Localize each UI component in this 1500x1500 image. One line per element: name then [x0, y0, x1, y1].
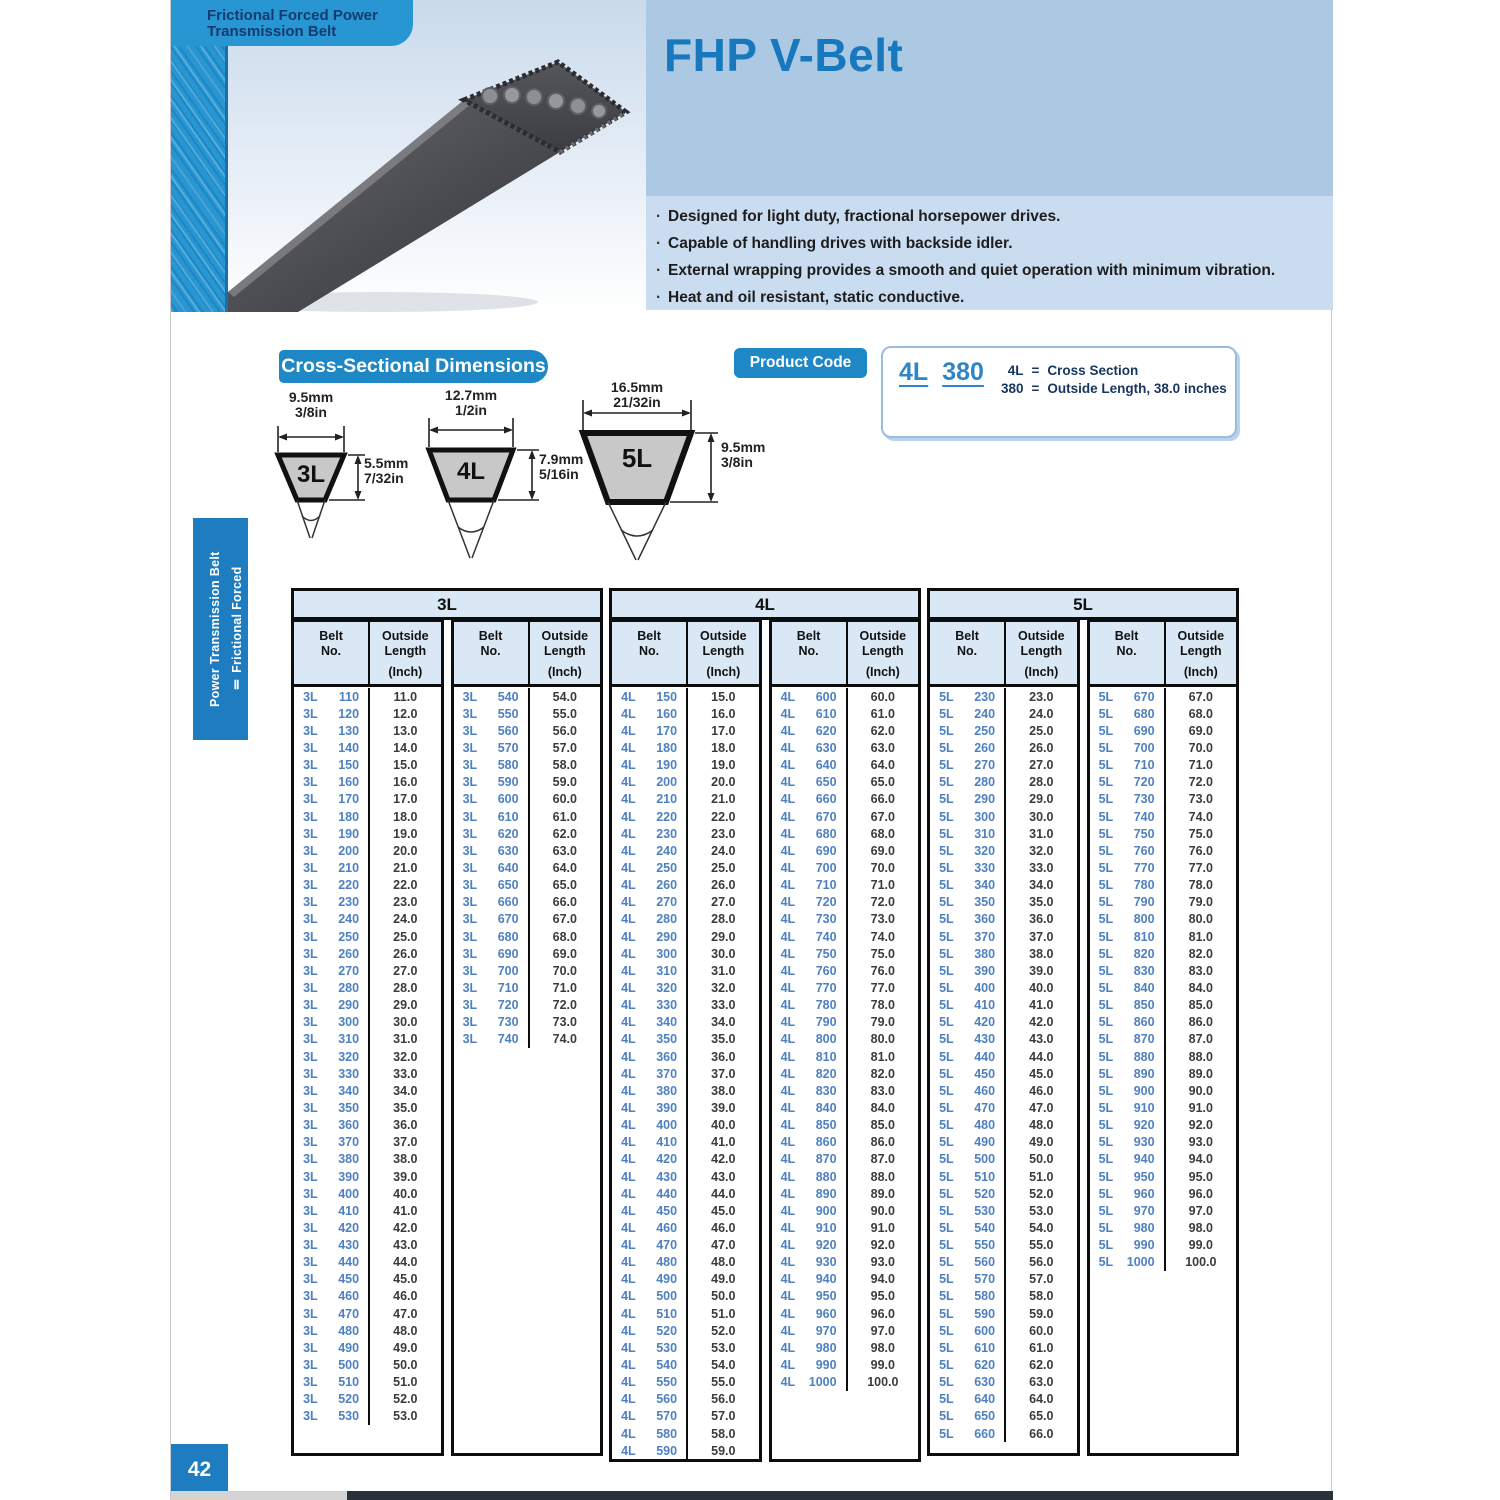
- category-line2: Transmission Belt: [207, 23, 337, 40]
- table-row: 4L 620 62.0: [772, 722, 919, 739]
- table-row: 5L 520 52.0: [930, 1185, 1077, 1202]
- table-row: 3L 720 72.0: [454, 997, 601, 1014]
- table-row: 4L 220 22.0: [612, 808, 759, 825]
- table-row: 4L 250 25.0: [612, 859, 759, 876]
- width-dimension-label: 16.5mm 21/32in: [610, 379, 664, 410]
- table-row: 4L 730 73.0: [772, 911, 919, 928]
- table-row: 4L 560 56.0: [612, 1391, 759, 1408]
- table-row: 4L 190 19.0: [612, 757, 759, 774]
- table-row: 3L 140 14.0: [294, 739, 441, 756]
- table-row: 5L 670 67.0: [1090, 688, 1237, 705]
- table-row: 4L 240 24.0: [612, 842, 759, 859]
- table-row: 3L 520 52.0: [294, 1391, 441, 1408]
- table-row: 5L 740 74.0: [1090, 808, 1237, 825]
- bullet-icon: ·: [656, 235, 662, 252]
- table-row: 5L 840 84.0: [1090, 979, 1237, 996]
- table-row: 4L 840 84.0: [772, 1099, 919, 1116]
- table-row: 4L 580 58.0: [612, 1425, 759, 1442]
- table-row: 5L 530 53.0: [930, 1202, 1077, 1219]
- table-row: 4L 230 23.0: [612, 825, 759, 842]
- table-row: 3L 370 37.0: [294, 1134, 441, 1151]
- table-row: 5L 750 75.0: [1090, 825, 1237, 842]
- table-row: 4L 950 95.0: [772, 1288, 919, 1305]
- cross-sectional-dimensions-banner: Cross-Sectional Dimensions: [279, 350, 548, 383]
- table-row: 4L 880 88.0: [772, 1168, 919, 1185]
- footer-bar-light: [171, 1491, 347, 1500]
- category-line1: Frictional Forced Power: [207, 7, 378, 24]
- table-row: 5L 540 54.0: [930, 1219, 1077, 1236]
- table-row: 4L 340 34.0: [612, 1014, 759, 1031]
- table-row: 4L 500 50.0: [612, 1288, 759, 1305]
- table-row: 3L 730 73.0: [454, 1014, 601, 1031]
- table-row: 5L 880 88.0: [1090, 1048, 1237, 1065]
- column-headers: Belt No. Outside Length (Inch): [1090, 622, 1237, 687]
- table-row: 5L 550 55.0: [930, 1237, 1077, 1254]
- v-belt-illustration: [228, 0, 646, 312]
- table-row: 5L 860 86.0: [1090, 1014, 1237, 1031]
- table-row: 5L 620 62.0: [930, 1356, 1077, 1373]
- table-row: 4L 350 35.0: [612, 1031, 759, 1048]
- table-row: 4L 720 72.0: [772, 894, 919, 911]
- table-row: 5L 310 31.0: [930, 825, 1077, 842]
- table-row: 3L 580 58.0: [454, 757, 601, 774]
- table-row: 4L 370 37.0: [612, 1065, 759, 1082]
- table-row: 5L 960 96.0: [1090, 1185, 1237, 1202]
- table-row: 3L 390 39.0: [294, 1168, 441, 1185]
- table-row: 3L 360 36.0: [294, 1117, 441, 1134]
- table-row: 4L 860 86.0: [772, 1134, 919, 1151]
- table-row: 4L 800 80.0: [772, 1031, 919, 1048]
- table-row: 4L 530 53.0: [612, 1339, 759, 1356]
- table-row: 4L 210 21.0: [612, 791, 759, 808]
- legend-key: 380: [1001, 381, 1024, 396]
- table-row: 4L 460 46.0: [612, 1219, 759, 1236]
- table-row: 5L 270 27.0: [930, 757, 1077, 774]
- feature-item: · Capable of handling drives with backside idler.: [656, 230, 1327, 257]
- section-label-3l: 3L: [296, 461, 325, 488]
- table-group-4l: [609, 588, 921, 1456]
- table-row: 4L 790 79.0: [772, 1014, 919, 1031]
- table-row: 4L 930 93.0: [772, 1254, 919, 1271]
- table-row: 3L 400 40.0: [294, 1185, 441, 1202]
- table-row: 5L 370 37.0: [930, 928, 1077, 945]
- table-row: 3L 500 50.0: [294, 1356, 441, 1373]
- table-row: 5L 720 72.0: [1090, 774, 1237, 791]
- table-row: 4L 170 17.0: [612, 722, 759, 739]
- table-row: 3L 710 71.0: [454, 979, 601, 996]
- table-row: 4L 490 49.0: [612, 1271, 759, 1288]
- subtable-5l-left: [927, 619, 1080, 1456]
- chapter-tab-text: Ⅱ Frictional Forced Power Transmission Belt: [208, 551, 244, 707]
- table-row: 4L 320 32.0: [612, 979, 759, 996]
- table-row: 5L 280 28.0: [930, 774, 1077, 791]
- table-row: 3L 150 15.0: [294, 757, 441, 774]
- table-row: 4L 740 74.0: [772, 928, 919, 945]
- table-row: 4L 270 27.0: [612, 894, 759, 911]
- table-row: 3L 250 25.0: [294, 928, 441, 945]
- subtable-5l-right: [1087, 619, 1240, 1456]
- table-row: 5L 700 70.0: [1090, 739, 1237, 756]
- product-code-banner: Product Code: [734, 348, 867, 378]
- v-belt-photo: [228, 0, 646, 312]
- table-row: 3L 330 33.0: [294, 1065, 441, 1082]
- table-row: 5L 760 76.0: [1090, 842, 1237, 859]
- table-row: 4L 830 83.0: [772, 1082, 919, 1099]
- table-row: 4L 640 64.0: [772, 757, 919, 774]
- table-row: 4L 710 71.0: [772, 877, 919, 894]
- table-row: 3L 240 24.0: [294, 911, 441, 928]
- feature-item: · Designed for light duty, fractional horsepower drives.: [656, 203, 1327, 230]
- table-row: 3L 510 51.0: [294, 1374, 441, 1391]
- table-row: 5L 890 89.0: [1090, 1065, 1237, 1082]
- equals-sign: =: [1031, 381, 1040, 396]
- category-banner-text: [207, 8, 378, 40]
- table-row: 4L 910 91.0: [772, 1219, 919, 1236]
- table-row: 5L 400 40.0: [930, 979, 1077, 996]
- table-row: 5L 940 94.0: [1090, 1151, 1237, 1168]
- page-header: [646, 0, 1333, 196]
- table-row: 5L 600 60.0: [930, 1322, 1077, 1339]
- table-row: 5L 990 99.0: [1090, 1237, 1237, 1254]
- table-row: 3L 220 22.0: [294, 877, 441, 894]
- table-row: 4L 920 92.0: [772, 1237, 919, 1254]
- table-row: 5L 820 82.0: [1090, 945, 1237, 962]
- category-banner: [171, 0, 413, 46]
- table-row: 5L 590 59.0: [930, 1305, 1077, 1322]
- table-row: 3L 340 34.0: [294, 1082, 441, 1099]
- table-row: 5L 350 35.0: [930, 894, 1077, 911]
- table-row: 4L 290 29.0: [612, 928, 759, 945]
- table-row: 3L 200 20.0: [294, 842, 441, 859]
- cross-section-diagram-5l: [571, 380, 806, 570]
- table-group-3l: [291, 588, 603, 1456]
- table-row: 4L 450 45.0: [612, 1202, 759, 1219]
- code-cross-section: 4L: [899, 358, 929, 386]
- table-row: 4L 760 76.0: [772, 962, 919, 979]
- column-headers: Belt No. Outside Length (Inch): [772, 622, 919, 687]
- table-row: 5L 500 50.0: [930, 1151, 1077, 1168]
- table-row: 3L 550 55.0: [454, 705, 601, 722]
- table-row: 4L 770 77.0: [772, 979, 919, 996]
- equals-sign: =: [1031, 363, 1040, 378]
- table-row: 5L 920 92.0: [1090, 1117, 1237, 1134]
- cross-section-diagram-4l: [411, 388, 591, 568]
- page-number: 42: [171, 1444, 228, 1496]
- section-label-5l: 5L: [621, 443, 653, 473]
- table-row: 4L 990 99.0: [772, 1356, 919, 1373]
- table-row: 5L 340 34.0: [930, 877, 1077, 894]
- table-row: 5L 580 58.0: [930, 1288, 1077, 1305]
- table-row: 3L 640 64.0: [454, 859, 601, 876]
- table-row: 3L 190 19.0: [294, 825, 441, 842]
- table-row: 3L 160 16.0: [294, 774, 441, 791]
- table-row: 4L 700 70.0: [772, 859, 919, 876]
- table-row: 3L 430 43.0: [294, 1237, 441, 1254]
- table-row: 5L 780 78.0: [1090, 877, 1237, 894]
- table-row: 5L 790 79.0: [1090, 894, 1237, 911]
- table-row: 3L 700 70.0: [454, 962, 601, 979]
- group-header-3l: 3L: [291, 588, 603, 620]
- table-row: 4L 160 16.0: [612, 705, 759, 722]
- table-row: 3L 600 60.0: [454, 791, 601, 808]
- table-row: 5L 450 45.0: [930, 1065, 1077, 1082]
- table-row: 5L 560 56.0: [930, 1254, 1077, 1271]
- table-row: 5L 570 57.0: [930, 1271, 1077, 1288]
- bullet-icon: ·: [656, 208, 662, 225]
- table-row: 4L 360 36.0: [612, 1048, 759, 1065]
- table-row: 4L 410 41.0: [612, 1134, 759, 1151]
- table-row: 4L 310 31.0: [612, 962, 759, 979]
- table-row: 3L 280 28.0: [294, 979, 441, 996]
- table-row: 3L 210 21.0: [294, 859, 441, 876]
- table-row: 4L 650 65.0: [772, 774, 919, 791]
- table-row: 3L 120 12.0: [294, 705, 441, 722]
- table-group-5l: [927, 588, 1239, 1456]
- table-row: 4L 600 60.0: [772, 688, 919, 705]
- table-row: 5L 930 93.0: [1090, 1134, 1237, 1151]
- table-row: 5L 980 98.0: [1090, 1219, 1237, 1236]
- table-row: 5L 360 36.0: [930, 911, 1077, 928]
- table-row: 5L 480 48.0: [930, 1117, 1077, 1134]
- table-row: 5L 870 87.0: [1090, 1031, 1237, 1048]
- table-row: 5L 800 80.0: [1090, 911, 1237, 928]
- table-row: 4L 330 33.0: [612, 997, 759, 1014]
- table-row: 4L 870 87.0: [772, 1151, 919, 1168]
- width-dimension-label: 9.5mm 3/8in: [288, 389, 334, 420]
- table-row: 5L 510 51.0: [930, 1168, 1077, 1185]
- table-row: 3L 230 23.0: [294, 894, 441, 911]
- table-row: 3L 260 26.0: [294, 945, 441, 962]
- belt-size-table: [291, 588, 1239, 1456]
- subtable-4l-right: [769, 619, 922, 1462]
- column-headers: Belt No. Outside Length (Inch): [294, 622, 441, 687]
- table-row: 5L 690 69.0: [1090, 722, 1237, 739]
- table-row: 5L 420 42.0: [930, 1014, 1077, 1031]
- table-row: 5L 240 24.0: [930, 705, 1077, 722]
- table-row: 4L 590 59.0: [612, 1442, 759, 1459]
- table-row: 3L 630 63.0: [454, 842, 601, 859]
- table-row: 3L 410 41.0: [294, 1202, 441, 1219]
- table-row: 4L 540 54.0: [612, 1356, 759, 1373]
- table-row: 3L 440 44.0: [294, 1254, 441, 1271]
- table-row: 5L 830 83.0: [1090, 962, 1237, 979]
- table-row: 3L 480 48.0: [294, 1322, 441, 1339]
- table-row: 4L 550 55.0: [612, 1374, 759, 1391]
- bullet-icon: ·: [656, 289, 662, 306]
- table-row: 3L 310 31.0: [294, 1031, 441, 1048]
- table-row: 3L 670 67.0: [454, 911, 601, 928]
- table-row: 3L 560 56.0: [454, 722, 601, 739]
- table-row: 3L 540 54.0: [454, 688, 601, 705]
- table-row: 4L 180 18.0: [612, 739, 759, 756]
- table-row: 3L 450 45.0: [294, 1271, 441, 1288]
- chapter-tab: [193, 518, 248, 740]
- table-row: 4L 820 82.0: [772, 1065, 919, 1082]
- table-row: 5L 910 91.0: [1090, 1099, 1237, 1116]
- column-headers: Belt No. Outside Length (Inch): [930, 622, 1077, 687]
- page-title: FHP V-Belt: [664, 29, 904, 81]
- table-row: 4L 420 42.0: [612, 1151, 759, 1168]
- table-row: 3L 180 18.0: [294, 808, 441, 825]
- code-length: 380: [942, 358, 984, 386]
- feature-item: · External wrapping provides a smooth and quiet operation with minimum vibration.: [656, 257, 1327, 284]
- table-row: 4L 680 68.0: [772, 825, 919, 842]
- feature-item: · Heat and oil resistant, static conductive.: [656, 284, 1327, 311]
- table-row: 5L 490 49.0: [930, 1134, 1077, 1151]
- table-row: 3L 170 17.0: [294, 791, 441, 808]
- table-row: 4L 960 96.0: [772, 1305, 919, 1322]
- table-row: 5L 330 33.0: [930, 859, 1077, 876]
- table-row: 3L 460 46.0: [294, 1288, 441, 1305]
- table-row: 5L 630 63.0: [930, 1374, 1077, 1391]
- table-row: 5L 260 26.0: [930, 739, 1077, 756]
- height-dimension-label: 7.9mm 5/16in: [539, 451, 584, 482]
- bullet-icon: ·: [656, 262, 662, 279]
- table-row: 3L 270 27.0: [294, 962, 441, 979]
- table-row: 5L 430 43.0: [930, 1031, 1077, 1048]
- table-row: 4L 260 26.0: [612, 877, 759, 894]
- table-row: 4L 610 61.0: [772, 705, 919, 722]
- table-row: 4L 470 47.0: [612, 1237, 759, 1254]
- table-row: 5L 460 46.0: [930, 1082, 1077, 1099]
- column-headers: Belt No. Outside Length (Inch): [454, 622, 601, 687]
- product-code-box: [881, 346, 1237, 438]
- table-row: 3L 590 59.0: [454, 774, 601, 791]
- table-row: 4L 1000 100.0: [772, 1374, 919, 1391]
- table-row: 4L 390 39.0: [612, 1099, 759, 1116]
- table-row: 4L 900 90.0: [772, 1202, 919, 1219]
- table-row: 5L 470 47.0: [930, 1099, 1077, 1116]
- legend-desc: Cross Section: [1047, 363, 1139, 378]
- table-row: 4L 660 66.0: [772, 791, 919, 808]
- table-row: 3L 530 53.0: [294, 1408, 441, 1425]
- table-row: 4L 400 40.0: [612, 1117, 759, 1134]
- table-row: 3L 420 42.0: [294, 1219, 441, 1236]
- table-row: 5L 650 65.0: [930, 1408, 1077, 1425]
- features-block: [646, 196, 1333, 310]
- table-row: 4L 200 20.0: [612, 774, 759, 791]
- table-row: 5L 730 73.0: [1090, 791, 1237, 808]
- height-dimension-label: 9.5mm 3/8in: [721, 439, 766, 470]
- table-row: 4L 970 97.0: [772, 1322, 919, 1339]
- table-row: 4L 300 30.0: [612, 945, 759, 962]
- table-row: 3L 620 62.0: [454, 825, 601, 842]
- table-row: 3L 740 74.0: [454, 1031, 601, 1048]
- table-row: 3L 470 47.0: [294, 1305, 441, 1322]
- subtable-4l-left: [609, 619, 762, 1462]
- table-row: 5L 900 90.0: [1090, 1082, 1237, 1099]
- table-row: 5L 610 61.0: [930, 1339, 1077, 1356]
- group-header-5l: 5L: [927, 588, 1239, 620]
- table-row: 4L 850 85.0: [772, 1117, 919, 1134]
- table-row: 3L 570 57.0: [454, 739, 601, 756]
- table-row: 4L 480 48.0: [612, 1254, 759, 1271]
- table-row: 5L 290 29.0: [930, 791, 1077, 808]
- table-row: 5L 710 71.0: [1090, 757, 1237, 774]
- legend-key: 4L: [1007, 363, 1024, 378]
- width-dimension-label: 12.7mm 1/2in: [444, 387, 498, 418]
- table-row: 4L 780 78.0: [772, 997, 919, 1014]
- table-row: 4L 750 75.0: [772, 945, 919, 962]
- table-row: 5L 410 41.0: [930, 997, 1077, 1014]
- table-row: 5L 950 95.0: [1090, 1168, 1237, 1185]
- footer-bar-dark: [347, 1491, 1333, 1500]
- table-row: 3L 660 66.0: [454, 894, 601, 911]
- cross-section-diagram-3l: [251, 388, 426, 563]
- group-header-4l: 4L: [609, 588, 921, 620]
- table-row: 5L 660 66.0: [930, 1425, 1077, 1442]
- catalog-page: [170, 0, 1332, 1500]
- product-code-example: [899, 358, 998, 387]
- table-row: 5L 810 81.0: [1090, 928, 1237, 945]
- table-row: 4L 520 52.0: [612, 1322, 759, 1339]
- table-row: 5L 440 44.0: [930, 1048, 1077, 1065]
- table-row: 5L 380 38.0: [930, 945, 1077, 962]
- table-row: 3L 130 13.0: [294, 722, 441, 739]
- subtable-3l-right: [451, 619, 604, 1456]
- table-row: 3L 610 61.0: [454, 808, 601, 825]
- table-row: 5L 1000 100.0: [1090, 1254, 1237, 1271]
- table-row: 4L 150 15.0: [612, 688, 759, 705]
- table-row: 5L 300 30.0: [930, 808, 1077, 825]
- legend-desc: Outside Length, 38.0 inches: [1047, 381, 1227, 396]
- table-row: 3L 650 65.0: [454, 877, 601, 894]
- table-row: 5L 390 39.0: [930, 962, 1077, 979]
- table-row: 5L 970 97.0: [1090, 1202, 1237, 1219]
- table-row: 3L 290 29.0: [294, 997, 441, 1014]
- section-label-4l: 4L: [456, 458, 485, 485]
- table-row: 4L 280 28.0: [612, 911, 759, 928]
- table-row: 5L 850 85.0: [1090, 997, 1237, 1014]
- table-row: 4L 510 51.0: [612, 1305, 759, 1322]
- product-code-legend: [1001, 363, 1227, 396]
- height-dimension-label: 5.5mm 7/32in: [364, 455, 409, 486]
- table-row: 4L 380 38.0: [612, 1082, 759, 1099]
- table-row: 4L 980 98.0: [772, 1339, 919, 1356]
- column-headers: Belt No. Outside Length (Inch): [612, 622, 759, 687]
- table-row: 4L 430 43.0: [612, 1168, 759, 1185]
- table-row: 4L 570 57.0: [612, 1408, 759, 1425]
- table-row: 5L 770 77.0: [1090, 859, 1237, 876]
- table-row: 5L 230 23.0: [930, 688, 1077, 705]
- table-row: 4L 690 69.0: [772, 842, 919, 859]
- table-row: 4L 890 89.0: [772, 1185, 919, 1202]
- table-row: 3L 680 68.0: [454, 928, 601, 945]
- table-row: 4L 440 44.0: [612, 1185, 759, 1202]
- table-row: 4L 940 94.0: [772, 1271, 919, 1288]
- left-accent-strip: [171, 0, 228, 312]
- table-row: 3L 300 30.0: [294, 1014, 441, 1031]
- subtable-3l-left: [291, 619, 444, 1456]
- table-row: 3L 110 11.0: [294, 688, 441, 705]
- table-row: 5L 680 68.0: [1090, 705, 1237, 722]
- table-row: 5L 640 64.0: [930, 1391, 1077, 1408]
- table-row: 3L 350 35.0: [294, 1099, 441, 1116]
- table-row: 3L 490 49.0: [294, 1339, 441, 1356]
- table-row: 5L 250 25.0: [930, 722, 1077, 739]
- table-row: 5L 320 32.0: [930, 842, 1077, 859]
- table-row: 3L 320 32.0: [294, 1048, 441, 1065]
- table-row: 4L 630 63.0: [772, 739, 919, 756]
- table-row: 3L 690 69.0: [454, 945, 601, 962]
- table-row: 3L 380 38.0: [294, 1151, 441, 1168]
- table-row: 4L 670 67.0: [772, 808, 919, 825]
- table-row: 4L 810 81.0: [772, 1048, 919, 1065]
